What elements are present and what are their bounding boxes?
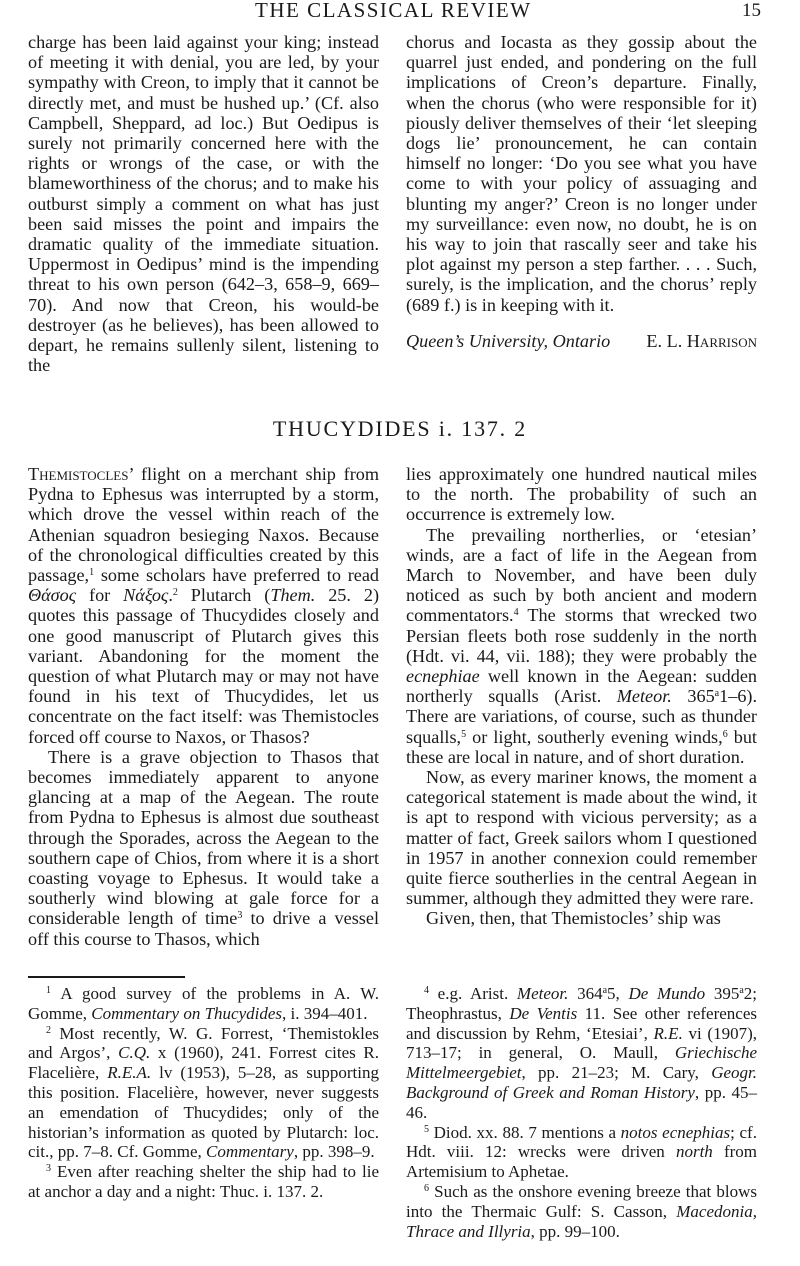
footnote-ref[interactable]: 2 xyxy=(172,587,178,599)
greek-word: Νάξος xyxy=(123,585,169,606)
article-paragraph: Now, as every mariner knows, the moment a categorical statement is made about the wind, it is apt to respond with vicious perversity; as a matter of fact, Greek sailors whom I questioned in 1957 in another connexion could remember quite fierce southerlies in the central Aegean in summer, although they admitted they were rare. xyxy=(406,767,757,909)
article-paragraph: The prevailing northerlies, or ‘etesian’ winds, are a fact of life in the Aegean from March to November, and have been duly noticed as such by both ancient and modern commentators.$^4$ The storms that wrecked two Persian fleets both rose suddenly in the north (Hdt. vi. 44, vii. 188); they were probably the ecnephiae well known in the Aegean: sudden northerly squalls (Arist. Meteor. 365$^a$1–6). There are variations, of course, such as thunder squalls,$^5$ or light, southerly evening winds,$^6$ but these are local in nature, and of short duration. xyxy=(406,524,758,767)
footnote-ref[interactable]: 4 xyxy=(513,607,519,619)
article-paragraph: There is a grave objection to Thasos that becomes immediately apparent to anyone glancing at a map of the Aegean. The route from Pydna to Ephesus is almost due southeast through the Sporades, across the Aegean to the southern cape of Chios, from where it is a short coasting voyage to Ephesus. It would take a southerly wind blowing at gale force for a considerable length of time$^3$ to drive a vessel off this course to Thasos, which xyxy=(28,746,379,949)
page-number: 15 xyxy=(742,0,761,21)
article-paragraph: lies approximately one hundred nautical miles to the north. The probability of such an occurrence is extremely low. xyxy=(406,464,757,525)
article-right-column xyxy=(406,464,757,929)
article-title: THUCYDIDES i. 137. 2 xyxy=(272,416,528,441)
footnote-ref[interactable]: 3 xyxy=(237,910,243,922)
footnote-number: 6 xyxy=(424,1182,429,1194)
greek-word: Θάσος xyxy=(28,585,77,606)
footnotes-right xyxy=(406,984,757,1241)
footnote-number: 4 xyxy=(424,985,429,996)
footnote-ref[interactable]: 1 xyxy=(89,567,95,579)
article-paragraph: Themistocles’ flight on a merchant ship from Pydna to Ephesus was interrupted by a storm, which drove the vessel within reach of the Athenian squadron besieging Naxos. Because of the chronological difficulties created by this passage,$^1$ some scholars have preferred to read Θάσος for Νάξος.$^2$ Plutarch (Them. 25. 2) quotes this passage of Thucydides closely and one good manuscript of Plutarch gives this variant. Abandoning for the moment the question of what Plutarch may or may not have found in his text of Thucydides, let us concentrate on the fact itself: was Themistocles forced off course to Naxos, or Thasos? xyxy=(28,464,379,747)
footnotes-left xyxy=(28,984,379,1202)
footnote: $^5$ Diod. xx. 88. 7 mentions a notos ecnephias; cf. Hdt. viii. 12: wrecks were driven north from Artemisium to Aphetae. xyxy=(406,1122,758,1182)
footnote-divider xyxy=(28,976,185,978)
author: E. L. Harrison xyxy=(646,330,757,351)
article-paragraph: Given, then, that Themistocles’ ship was xyxy=(426,908,721,929)
affiliation: Queen’s University, Ontario xyxy=(406,330,611,351)
footnote-number: 2 xyxy=(46,1024,51,1036)
footnote: $^3$ Even after reaching shelter the ship had to lie at anchor a day and a night: Thuc. i. 137. 2. xyxy=(28,1162,379,1201)
prev-article-right-text: chorus and Iocasta as they gossip about the quarrel just ended, and pondering on the full implications of Creon’s departure. Finally, when the chorus (who were responsible for it) piously deliver themselves of their ‘let sleeping dogs lie’ pronouncement, he can contain himself no longer: ‘Do you see what you have come to with your policy of assuaging and blunting my anger?’ Creon is no longer under my surveillance: even now, no doubt, he is on his way to join that rascally seer and take his plot against my person a step farther. . . . Such, surely, is the implication, and the chorus’ reply (689 f.) is in keeping with it. xyxy=(406,32,757,315)
article-left-column xyxy=(28,464,379,949)
prev-article-left-column xyxy=(28,32,379,375)
footnote: $^4$ e.g. Arist. Meteor. 364$^a$5, De Mundo 395$^a$2; Theophrastus, De Ventis 11. See other references and discussion by Rehm, ‘Etesiai’, R.E. vi (1907), 713–17; in general, O. Maull, Griechische Mittelmeergebiet, pp. 21–23; M. Cary, Geogr. Background of Greek and Roman History, pp. 45–46. xyxy=(406,984,758,1122)
footnote: $^6$ Such as the onshore evening breeze that blows into the Thermaic Gulf: S. Casson, Macedonia, Thrace and Illyria, pp. 99–100. xyxy=(406,1181,757,1241)
footnote-number: 5 xyxy=(424,1123,429,1135)
footnote: $^2$ Most recently, W. G. Forrest, ‘Themistokles and Argos’, C.Q. x (1960), 241. Forrest cites R. Flacelière, R.E.A. lv (1953), 5–28, as supporting this position. Flacelière, however, never suggests an emendation of Thucydides; only of the historian’s information as quoted by Plutarch: loc. cit., pp. 7–8. Cf. Gomme, Commentary, pp. 398–9. xyxy=(28,1023,379,1162)
prev-article-left-text: charge has been laid against your king; instead of meeting it with denial, you are led, by your sympathy with Creon, to imply that it cannot be directly met, and must be hushed up.’ (Cf. also Campbell, Sheppard, ad loc.) But Oedipus is surely not primarily concerned here with the rights or wrongs of the case, or with the blameworthiness of the chorus; and to make his outburst simply a comment on what has just been said misses the point and impairs the dramatic quality of the immediate situation. Uppermost in Oedipus’ mind is the impending threat to his own person (642–3, 658–9, 669–70). And now that Creon, his would-be destroyer (as he believes), has been allowed to depart, he remains sullenly silent, listening to the xyxy=(28,32,379,376)
footnote-ref[interactable]: 5 xyxy=(461,728,467,740)
footnote: $^1$ A good survey of the problems in A. W. Gomme, Commentary on Thucydides, i. 394–401. xyxy=(28,984,379,1023)
footnote-ref[interactable]: 6 xyxy=(722,728,728,740)
footnote-number: 3 xyxy=(46,1163,51,1175)
footnote-number: 1 xyxy=(46,985,51,996)
signature xyxy=(406,331,757,351)
prev-article-right-column xyxy=(406,32,757,351)
journal-title: THE CLASSICAL REVIEW xyxy=(255,0,532,22)
running-head xyxy=(0,0,800,30)
lead-word: Themistocles xyxy=(28,464,129,484)
